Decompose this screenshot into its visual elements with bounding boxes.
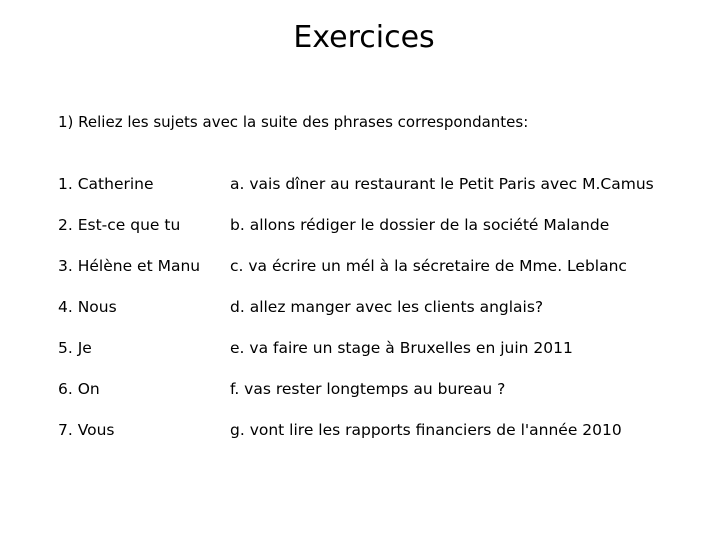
matching-row (58, 175, 718, 216)
matching-row (58, 380, 718, 421)
subject-text: 3. Hélène et Manu (58, 257, 201, 275)
slide-title: Exercices (293, 20, 435, 55)
matching-row (58, 298, 718, 339)
ending-text: c. va écrire un mél à la sécretaire de Mme. Leblanc (230, 257, 627, 275)
matching-row (58, 339, 718, 380)
matching-row (58, 216, 718, 257)
matching-row (58, 257, 718, 298)
subject-text: 7. Vous (58, 421, 115, 439)
ending-text: d. allez manger avec les clients anglais? (230, 298, 544, 316)
exercise-instruction: 1) Reliez les sujets avec la suite des phrases correspondantes: (58, 113, 529, 131)
subject-text: 2. Est-ce que tu (58, 216, 181, 234)
matching-row (58, 421, 718, 462)
matching-list (58, 175, 718, 462)
ending-text: b. allons rédiger le dossier de la société Malande (230, 216, 610, 234)
ending-text: e. va faire un stage à Bruxelles en juin 2011 (230, 339, 573, 357)
subject-text: 4. Nous (58, 298, 117, 316)
subject-text: 5. Je (58, 339, 92, 357)
subject-text: 1. Catherine (58, 175, 154, 193)
subject-text: 6. On (58, 380, 100, 398)
ending-text: g. vont lire les rapports financiers de l'année 2010 (230, 421, 622, 439)
ending-text: f. vas rester longtemps au bureau ? (230, 380, 506, 398)
ending-text: a. vais dîner au restaurant le Petit Paris avec M.Camus (230, 175, 654, 193)
